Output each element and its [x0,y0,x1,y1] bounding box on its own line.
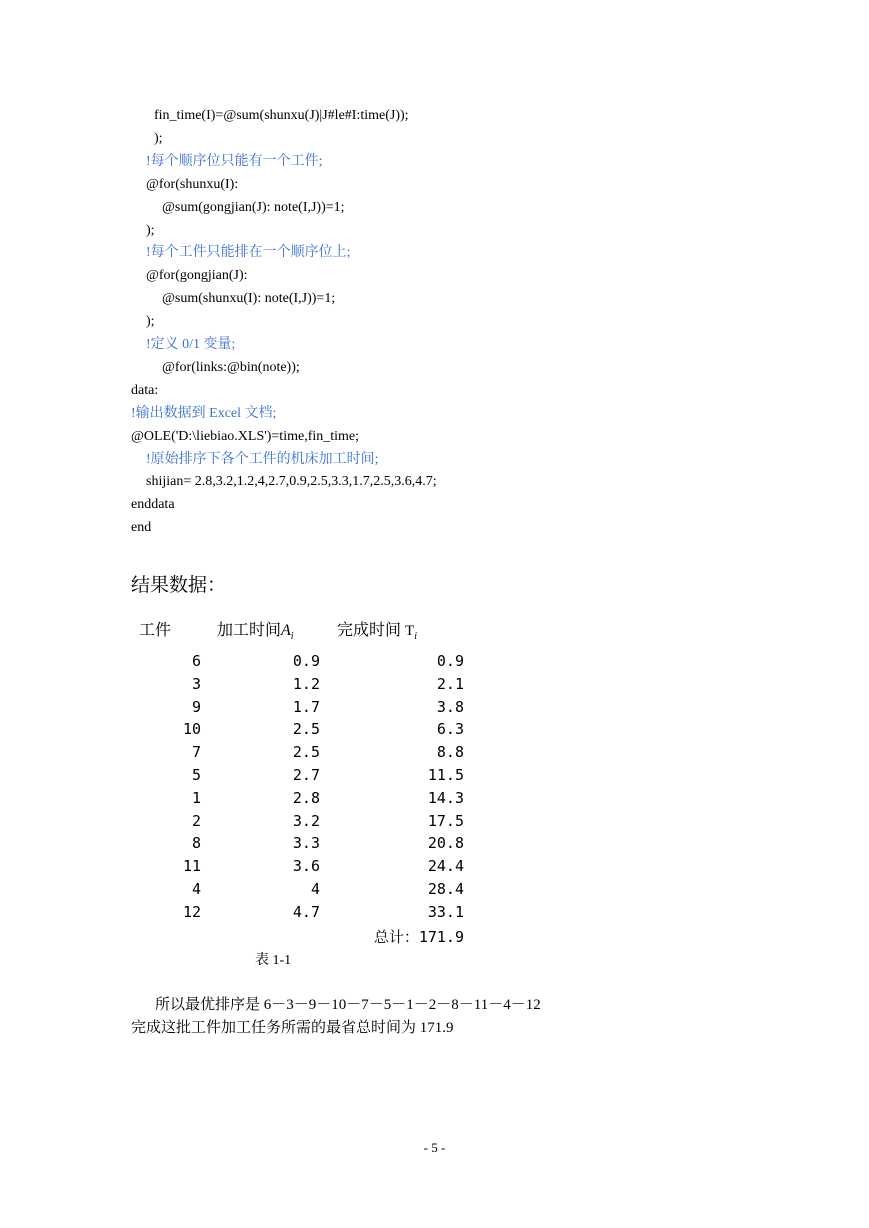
cell-completion-time: 24.4 [427,857,464,876]
cell-processing-time: 1.7 [292,697,320,716]
cell-workpiece: 7 [191,743,201,762]
conclusion-optimal-order: 所以最优排序是 6－3－9－10－7－5－1－2－8－11－4－12 [155,997,541,1013]
conclusion-total-time: 完成这批工件加工任务所需的最省总时间为 171.9 [131,1020,454,1036]
code-line: ); [146,314,155,330]
cell-workpiece: 5 [191,766,201,784]
cell-processing-time: 1.2 [292,674,320,693]
code-comment-line: !每个工件只能排在一个顺序位上; [146,245,351,261]
cell-processing-time: 4.7 [292,902,320,921]
page-number: - 5 - [423,1140,446,1155]
cell-processing-time: 3.6 [292,857,320,876]
cell-workpiece: 4 [191,880,201,898]
cell-workpiece: 1 [191,788,201,807]
cell-processing-time: 0.9 [292,652,320,670]
code-line: enddata [131,497,175,513]
header-processing-time: 加工时间$A_i$ [217,620,294,643]
code-comment-line: !每个顺序位只能有一个工件; [146,153,323,169]
cell-completion-time: 6.3 [436,720,464,739]
cell-workpiece: 10 [182,720,201,739]
code-comment-line: !定义 0/1 变量; [146,337,236,352]
cell-completion-time: 0.9 [436,652,464,670]
cell-workpiece: 8 [191,834,201,853]
cell-completion-time: 8.8 [436,743,464,762]
cell-processing-time: 4 [310,880,320,898]
cell-completion-time: 11.5 [427,766,464,784]
code-comment-line: !原始排序下各个工件的机床加工时间; [146,451,379,467]
cell-processing-time: 3.2 [292,811,320,830]
total-row [374,926,464,947]
cell-completion-time: 14.3 [427,788,464,807]
header-workpiece: 工件 [139,620,172,639]
cell-workpiece: 2 [191,811,201,830]
results-heading: 结果数据： [131,574,227,596]
code-line: ); [154,130,163,146]
code-line: @for(links:@bin(note)); [162,359,300,375]
code-line: data: [131,382,159,398]
cell-workpiece: 3 [191,674,201,693]
cell-completion-time: 28.4 [427,880,464,898]
code-line: @for(gongjian(J): [146,268,248,284]
cell-completion-time: 2.1 [436,674,464,693]
cell-completion-time: 20.8 [427,834,464,853]
code-line: fin_time(I)=@sum(shunxu(J)|J#le#I:time(J)); [154,108,409,123]
cell-processing-time: 3.3 [292,834,320,853]
code-line: shijian= 2.8,3.2,1.2,4,2.7,0.9,2.5,3.3,1.7,2.5,3.6,4.7; [146,474,437,490]
code-line: @sum(gongjian(J): note(I,J))=1; [162,199,345,215]
code-line: @for(shunxu(I): [146,176,239,192]
cell-completion-time: 33.1 [427,902,464,921]
table-caption: 表 1-1 [255,953,292,968]
header-completion-time: 完成时间 $T_i$ [337,620,417,643]
cell-processing-time: 2.5 [292,720,320,739]
cell-workpiece: 12 [182,902,201,921]
cell-workpiece: 6 [191,652,201,670]
cell-processing-time: 2.7 [292,766,320,784]
code-line: @OLE('D:\liebiao.XLS')=time,fin_time; [131,428,360,444]
cell-processing-time: 2.8 [292,788,320,807]
code-line: ); [146,222,155,238]
total-label: 总计： [373,928,419,946]
total-value: 171.9 [418,928,464,946]
cell-completion-time: 17.5 [427,811,464,830]
code-comment-line: !输出数据到 Excel 文档; [131,405,277,421]
code-line: end [131,520,152,536]
cell-processing-time: 2.5 [292,743,320,762]
code-line: @sum(shunxu(I): note(I,J))=1; [162,291,336,307]
cell-workpiece: 9 [191,697,201,716]
cell-workpiece: 11 [182,857,201,876]
cell-completion-time: 3.8 [436,697,464,716]
